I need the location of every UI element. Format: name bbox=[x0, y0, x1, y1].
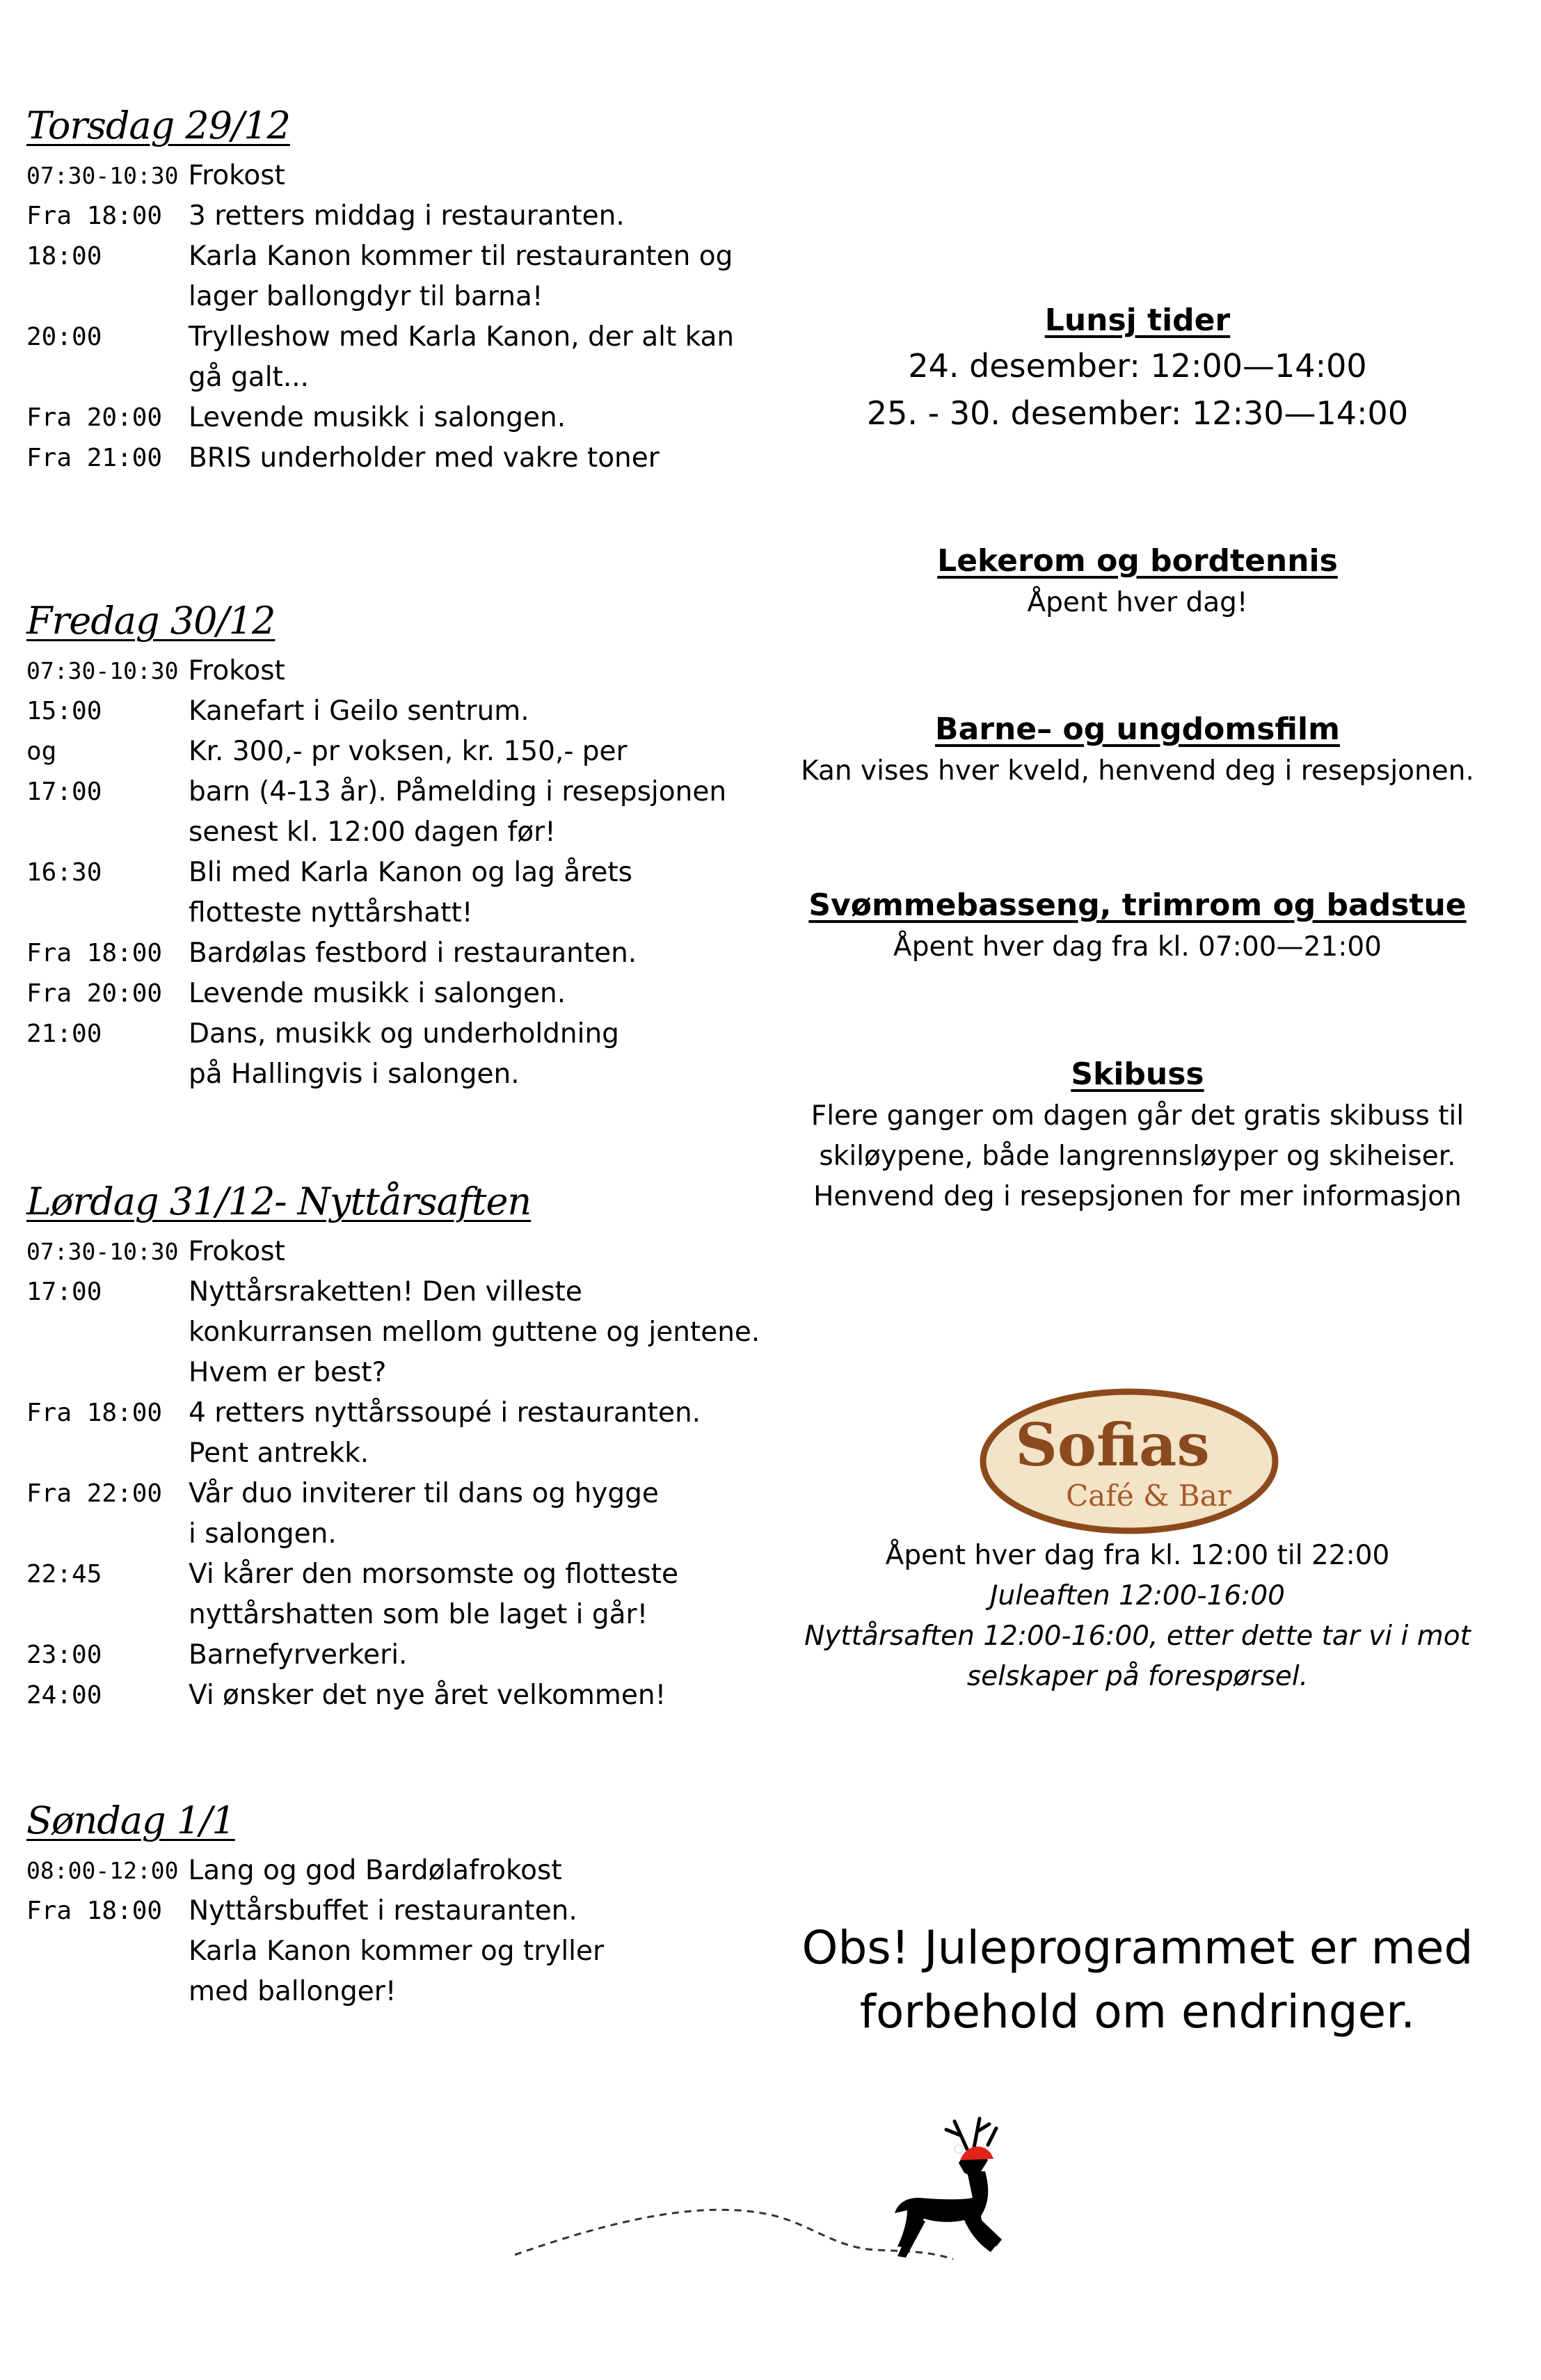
schedule-description: Kanefart i Geilo sentrum. bbox=[189, 695, 529, 727]
schedule-time bbox=[26, 1433, 189, 1474]
schedule-row bbox=[26, 1312, 764, 1353]
schedule-time: 16:30 bbox=[26, 858, 102, 887]
play-title: Lekerom og bordtennis bbox=[937, 543, 1338, 579]
schedule-row bbox=[26, 1635, 764, 1675]
schedule-time: Fra 21:00 bbox=[26, 444, 163, 472]
play-section bbox=[786, 540, 1489, 623]
day-saturday bbox=[26, 1179, 764, 1716]
schedule-time bbox=[26, 893, 189, 933]
sofias-cafe-logo bbox=[979, 1388, 1279, 1535]
schedule-time: 18:00 bbox=[26, 242, 102, 271]
schedule-row bbox=[26, 1595, 764, 1635]
schedule-time: 20:00 bbox=[26, 323, 102, 351]
schedule-description: Pent antrekk. bbox=[189, 1438, 369, 1469]
schedule-row bbox=[26, 277, 764, 317]
schedule-row bbox=[26, 196, 764, 236]
schedule-row bbox=[26, 357, 764, 398]
schedule-time: 23:00 bbox=[26, 1641, 102, 1669]
lunch-line: 25. - 30. desember: 12:30—14:00 bbox=[866, 394, 1409, 432]
film-section bbox=[786, 708, 1489, 791]
notice-line: Obs! Juleprogrammet er med bbox=[801, 1921, 1474, 1975]
cafe-hours: Åpent hver dag fra kl. 12:00 til 22:00 bbox=[885, 1540, 1390, 1571]
schedule-time: Fra 18:00 bbox=[26, 202, 163, 230]
bus-line: skiløypene, både langrennsløyper og skiheiser. bbox=[819, 1141, 1456, 1172]
schedule-row bbox=[26, 317, 764, 357]
schedule-description: med ballonger! bbox=[189, 1976, 397, 2007]
schedule-time bbox=[26, 277, 189, 317]
schedule-description: nyttårshatten som ble laget i går! bbox=[189, 1599, 648, 1630]
schedule-row bbox=[26, 156, 764, 196]
schedule-time: Fra 18:00 bbox=[26, 1399, 163, 1427]
schedule-row bbox=[26, 1232, 764, 1272]
film-title: Barne– og ungdomsfilm bbox=[935, 711, 1340, 747]
bus-line: Henvend deg i resepsjonen for mer informasjon bbox=[813, 1181, 1462, 1212]
schedule-description: 3 retters middag i restauranten. bbox=[189, 200, 625, 232]
schedule-description: Karla Kanon kommer og tryller bbox=[189, 1936, 605, 1967]
day-sunday bbox=[26, 1798, 764, 2012]
schedule-row bbox=[26, 853, 764, 893]
schedule-description: senest kl. 12:00 dagen før! bbox=[189, 817, 556, 848]
film-body: Kan vises hver kveld, henvend deg i resepsjonen. bbox=[801, 755, 1474, 787]
schedule-description: flotteste nyttårshatt! bbox=[189, 897, 473, 928]
schedule-description: Bardølas festbord i restauranten. bbox=[189, 938, 637, 969]
schedule-description: Frokost bbox=[188, 655, 285, 686]
schedule-description: Hvem er best? bbox=[189, 1357, 387, 1388]
schedule-description: Frokost bbox=[188, 160, 285, 191]
schedule-description: Nyttårsbuffet i restauranten. bbox=[189, 1895, 577, 1927]
schedule-description: Frokost bbox=[188, 1236, 285, 1267]
logo-main-text: Sofias bbox=[1015, 1410, 1210, 1479]
schedule-row bbox=[26, 1514, 764, 1554]
schedule-description: lager ballongdyr til barna! bbox=[189, 281, 543, 312]
pool-title: Svømmebasseng, trimrom og badstue bbox=[808, 887, 1467, 923]
schedule-description: konkurransen mellom guttene og jentene. bbox=[189, 1317, 760, 1348]
schedule-row bbox=[26, 691, 764, 732]
cafe-newyear: selskaper på forespørsel. bbox=[966, 1661, 1309, 1692]
schedule-time: Fra 20:00 bbox=[26, 979, 163, 1008]
schedule-time: Fra 20:00 bbox=[26, 403, 163, 432]
schedule-description: Vår duo inviterer til dans og hygge bbox=[189, 1478, 659, 1509]
schedule-description: Vi kårer den morsomste og flotteste bbox=[189, 1559, 678, 1590]
schedule-row bbox=[26, 1554, 764, 1595]
schedule-time: 24:00 bbox=[26, 1681, 102, 1710]
schedule-time: 17:00 bbox=[26, 1278, 102, 1306]
logo-sub-text: Café & Bar bbox=[1066, 1479, 1231, 1513]
lunch-title: Lunsj tider bbox=[1044, 303, 1231, 338]
schedule-time bbox=[26, 1054, 189, 1095]
schedule-row bbox=[26, 1014, 764, 1054]
schedule-time: 15:00 bbox=[26, 697, 102, 725]
schedule-time: Fra 18:00 bbox=[26, 1897, 163, 1925]
schedule-row bbox=[26, 651, 764, 691]
schedule-row bbox=[26, 1675, 764, 1716]
schedule-description: Levende musikk i salongen. bbox=[189, 978, 566, 1009]
schedule-description: gå galt... bbox=[189, 362, 310, 393]
schedule-description: Trylleshow med Karla Kanon, der alt kan bbox=[189, 321, 735, 353]
schedule-row bbox=[26, 1474, 764, 1514]
schedule-time bbox=[26, 1312, 189, 1353]
bus-line: Flere ganger om dagen går det gratis skibuss til bbox=[811, 1100, 1464, 1132]
schedule-time: 07:30-10:30 bbox=[26, 1238, 179, 1265]
pool-body: Åpent hver dag fra kl. 07:00—21:00 bbox=[893, 931, 1382, 963]
schedule-description: Vi ønsker det nye året velkommen! bbox=[189, 1680, 666, 1711]
schedule-row bbox=[26, 974, 764, 1014]
schedule-time bbox=[26, 1972, 189, 2012]
cafe-newyear: Nyttårsaften 12:00-16:00, etter dette tar vi i mot bbox=[804, 1621, 1471, 1652]
schedule-description: 4 retters nyttårssoupé i restauranten. bbox=[189, 1397, 701, 1429]
schedule-time bbox=[26, 812, 189, 853]
schedule-time bbox=[26, 357, 189, 398]
schedule-row bbox=[26, 933, 764, 974]
play-body: Åpent hver dag! bbox=[1027, 587, 1248, 618]
cafe-christmas: Juleaften 12:00-16:00 bbox=[990, 1580, 1285, 1611]
schedule-description: på Hallingvis i salongen. bbox=[189, 1059, 520, 1090]
schedule-row bbox=[26, 1433, 764, 1474]
schedule-time: Fra 22:00 bbox=[26, 1479, 163, 1508]
cafe-section bbox=[786, 1536, 1489, 1697]
schedule-row bbox=[26, 1931, 764, 1972]
schedule-description: Kr. 300,- pr voksen, kr. 150,- per bbox=[189, 736, 628, 767]
bus-section bbox=[786, 1053, 1489, 1217]
schedule-time: Fra 18:00 bbox=[26, 939, 163, 967]
schedule-row bbox=[26, 1972, 764, 2012]
schedule-row bbox=[26, 1272, 764, 1312]
schedule-time: 07:30-10:30 bbox=[26, 657, 179, 684]
notice-line: forbehold om endringer. bbox=[859, 1985, 1416, 2039]
schedule-time: og bbox=[26, 737, 57, 766]
schedule-row bbox=[26, 438, 764, 479]
schedule-time: 21:00 bbox=[26, 1020, 102, 1048]
reindeer-with-santa-hat-icon bbox=[515, 2093, 1391, 2302]
schedule-time bbox=[26, 1931, 189, 1972]
schedule-description: Lang og god Bardølafrokost bbox=[188, 1855, 562, 1886]
schedule-row bbox=[26, 893, 764, 933]
schedule-row bbox=[26, 732, 764, 772]
day-title: Torsdag 29/12 bbox=[26, 104, 290, 147]
bus-title: Skibuss bbox=[1071, 1056, 1204, 1092]
day-thursday bbox=[26, 103, 764, 479]
schedule-row bbox=[26, 772, 764, 812]
schedule-time bbox=[26, 1514, 189, 1554]
schedule-time: 22:45 bbox=[26, 1560, 102, 1589]
schedule-row bbox=[26, 812, 764, 853]
schedule-description: Karla Kanon kommer til restauranten og bbox=[189, 241, 733, 272]
schedule-description: i salongen. bbox=[189, 1518, 337, 1550]
schedule-description: Levende musikk i salongen. bbox=[189, 402, 566, 433]
schedule-time: 08:00-12:00 bbox=[26, 1857, 179, 1884]
schedule-row bbox=[26, 1054, 764, 1095]
schedule-description: Bli med Karla Kanon og lag årets bbox=[189, 857, 632, 888]
pool-section bbox=[786, 884, 1489, 967]
schedule-description: barn (4-13 år). Påmelding i resepsjonen bbox=[189, 776, 727, 807]
schedule-row bbox=[26, 1851, 764, 1891]
schedule-row bbox=[26, 1891, 764, 1931]
lunch-section bbox=[786, 299, 1489, 437]
schedule-description: Dans, musikk og underholdning bbox=[189, 1018, 619, 1050]
schedule-time bbox=[26, 1353, 189, 1393]
day-title: Fredag 30/12 bbox=[26, 599, 276, 643]
day-title: Søndag 1/1 bbox=[26, 1799, 235, 1842]
program-notice bbox=[786, 1916, 1489, 2044]
schedule-description: Barnefyrverkeri. bbox=[189, 1639, 408, 1671]
schedule-row bbox=[26, 236, 764, 277]
schedule-row bbox=[26, 398, 764, 438]
schedule-row bbox=[26, 1393, 764, 1433]
schedule-time: 17:00 bbox=[26, 778, 102, 806]
schedule-description: BRIS underholder med vakre toner bbox=[189, 442, 660, 474]
schedule-description: Nyttårsraketten! Den villeste bbox=[189, 1276, 582, 1308]
schedule-time bbox=[26, 1595, 189, 1635]
lunch-line: 24. desember: 12:00—14:00 bbox=[908, 347, 1367, 385]
schedule-time: 07:30-10:30 bbox=[26, 162, 179, 189]
schedule-row bbox=[26, 1353, 764, 1393]
day-friday bbox=[26, 598, 764, 1095]
day-title: Lørdag 31/12- Nyttårsaften bbox=[26, 1180, 532, 1223]
